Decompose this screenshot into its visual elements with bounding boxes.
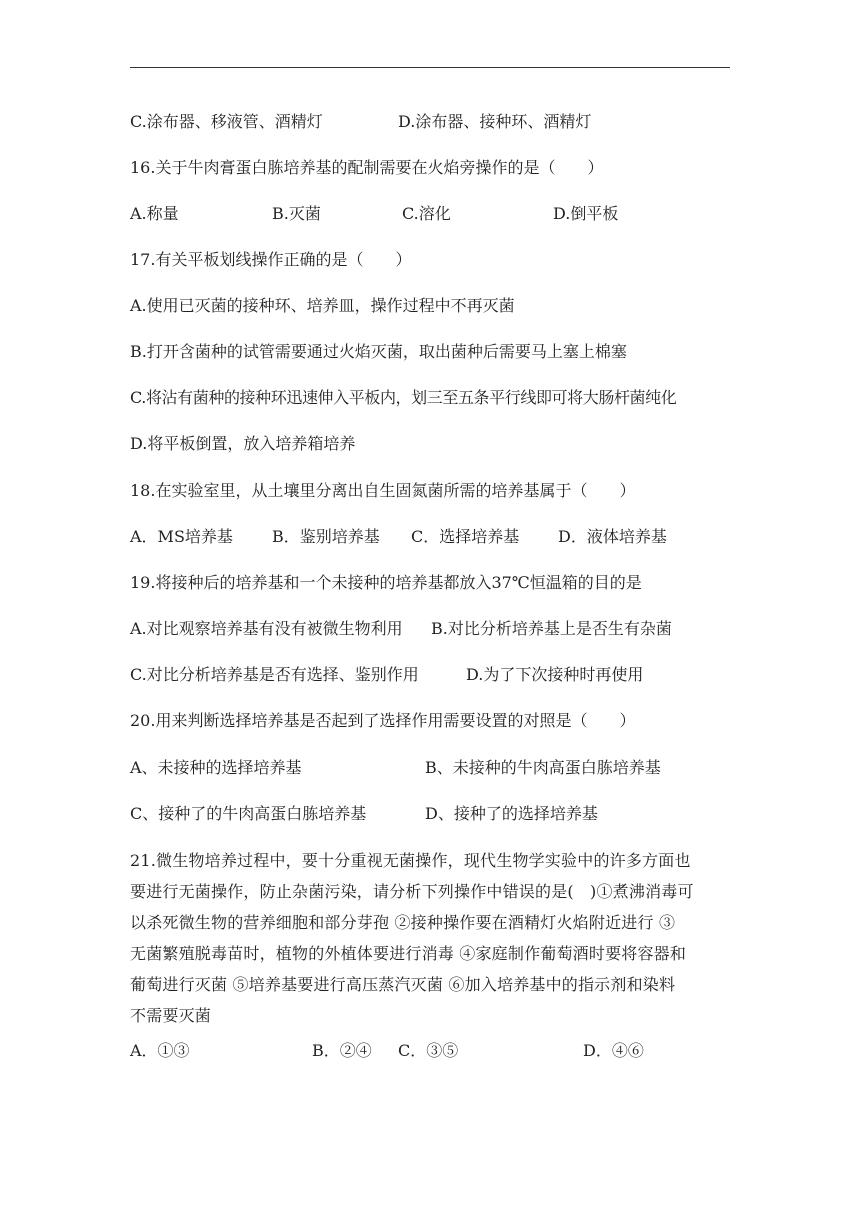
q21-stem-line: 要进行无菌操作，防止杂菌污染，请分析下列操作中错误的是( )①煮沸消毒可 [130, 882, 694, 901]
q19-option-d: D.为了下次接种时再使用 [466, 665, 644, 684]
q19-option-a: A.对比观察培养基有没有被微生物利用 [130, 619, 403, 638]
q19-option-b: B.对比分析培养基上是否生有杂菌 [431, 619, 672, 638]
q17-option-b: B.打开含菌种的试管需要通过火焰灭菌，取出菌种后需要马上塞上棉塞 [130, 342, 627, 361]
q20-option-d: D、接种了的选择培养基 [425, 804, 598, 823]
q17-option-d: D.将平板倒置，放入培养箱培养 [130, 434, 356, 453]
q21-option-a: A．①③ [130, 1041, 190, 1060]
q21-stem-line: 不需要灭菌 [130, 1006, 212, 1025]
q17-option-a: A.使用已灭菌的接种环、培养皿，操作过程中不再灭菌 [130, 296, 515, 315]
q21-option-b: B．②④ [312, 1041, 372, 1060]
q21-stem-line: 葡萄进行灭菌 ⑤培养基要进行高压蒸汽灭菌 ⑥加入培养基中的指示剂和染料 [130, 975, 676, 994]
q21-stem-line: 无菌繁殖脱毒苗时，植物的外植体要进行消毒 ④家庭制作葡萄酒时要将容器和 [130, 944, 687, 963]
q18-option-c: C．选择培养基 [411, 527, 520, 546]
q21-option-d: D．④⑥ [583, 1041, 644, 1060]
q20-option-b: B、未接种的牛肉高蛋白胨培养基 [425, 758, 661, 777]
q15-option-c: C.涂布器、移液管、酒精灯 [130, 112, 323, 131]
header-rule [130, 67, 730, 68]
q16-option-d: D.倒平板 [553, 204, 619, 223]
q20-stem: 20.用来判断选择培养基是否起到了选择作用需要设置的对照是（ ） [130, 711, 636, 730]
q18-option-a: A．MS培养基 [130, 527, 233, 546]
q19-stem: 19.将接种后的培养基和一个未接种的培养基都放入37℃恒温箱的目的是 [130, 573, 642, 592]
q16-option-b: B.灭菌 [272, 204, 321, 223]
q18-option-b: B．鉴别培养基 [272, 527, 380, 546]
q17-option-c: C.将沾有菌种的接种环迅速伸入平板内，划三至五条平行线即可将大肠杆菌纯化 [130, 388, 677, 407]
q20-option-c: C、接种了的牛肉高蛋白胨培养基 [130, 804, 367, 823]
q15-option-d: D.涂布器、接种环、酒精灯 [398, 112, 592, 131]
q21-stem-line: 以杀死微生物的营养细胞和部分芽孢 ②接种操作要在酒精灯火焰附近进行 ③ [130, 913, 676, 932]
q21-stem [130, 845, 730, 1031]
q17-stem: 17.有关平板划线操作正确的是（ ） [130, 250, 412, 269]
q16-stem: 16.关于牛肉膏蛋白胨培养基的配制需要在火焰旁操作的是（ ） [130, 158, 604, 177]
q18-option-d: D．液体培养基 [558, 527, 667, 546]
q21-stem-line: 21.微生物培养过程中，要十分重视无菌操作，现代生物学实验中的许多方面也 [130, 851, 691, 870]
q16-option-a: A.称量 [130, 204, 179, 223]
q18-stem: 18.在实验室里，从土壤里分离出自生固氮菌所需的培养基属于（ ） [130, 481, 636, 500]
q19-option-c: C.对比分析培养基是否有选择、鉴别作用 [130, 665, 419, 684]
q21-option-c: C．③⑤ [398, 1041, 459, 1060]
q20-option-a: A、未接种的选择培养基 [130, 758, 302, 777]
q16-option-c: C.溶化 [402, 204, 451, 223]
